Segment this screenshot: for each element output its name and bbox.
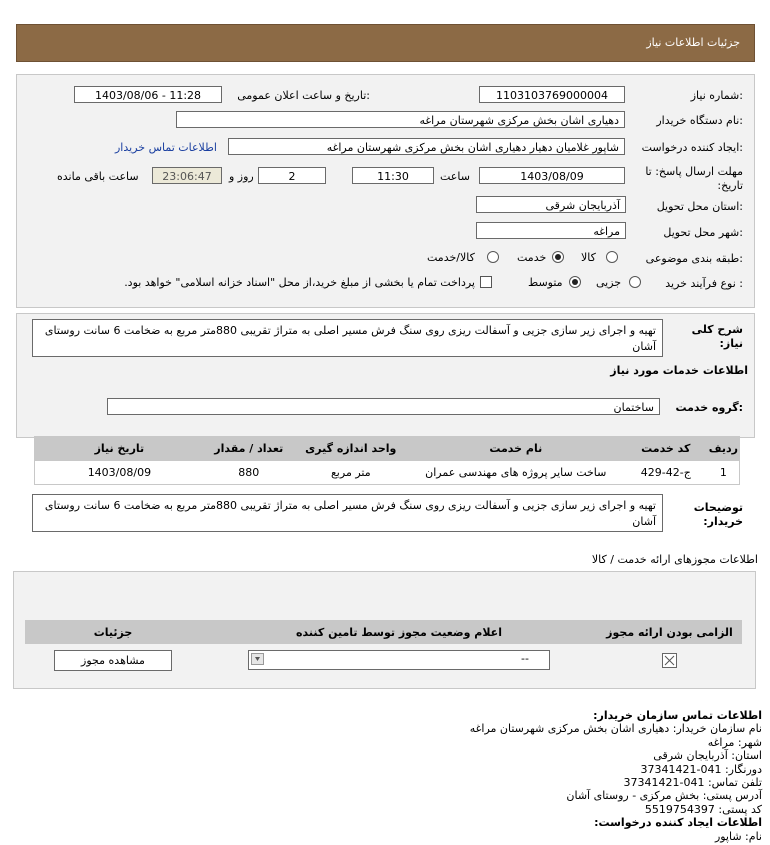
cell-name: ساخت سایر پروژه های مهندسی عمران — [408, 461, 624, 485]
days-field: 2 — [258, 167, 326, 184]
col-qty: تعداد / مقدار — [204, 437, 294, 461]
creator-title: اطلاعات ایجاد کننده درخواست: — [594, 816, 762, 830]
summary-text: تهیه و اجرای زیر سازی جزیی و آسفالت ریزی روی سنگ فرش مسیر اصلی به متراژ تقریبی 880متر مربع به ضخامت 6 سانت روستای آشان — [32, 319, 663, 357]
page-title: جزئیات اطلاعات نیاز — [646, 36, 740, 49]
process-radio-minor[interactable] — [629, 276, 641, 288]
days-label: روز و — [229, 170, 254, 183]
contact-postal: کد پستی: 5519754397 — [644, 802, 762, 816]
creator-field: شاپور غلامیان دهیار دهیاری اشان بخش مرکزی شهرستان مراغه — [228, 138, 625, 155]
category-radio-goods[interactable] — [606, 251, 618, 263]
city-field: مراغه — [476, 222, 626, 239]
announce-label: تاریخ و ساعت اعلان عمومی: — [237, 89, 370, 102]
buyer-notes-label: توضیحات خریدار: — [693, 501, 743, 528]
page-header — [16, 24, 755, 62]
cell-qty: 880 — [204, 461, 294, 485]
category-option-both: کالا/خدمت — [427, 251, 475, 264]
permit-required-checkbox — [662, 653, 677, 668]
service-group-label: گروه خدمت: — [675, 401, 743, 414]
buyer-org-field: دهیاری اشان بخش مرکزی شهرستان مراغه — [176, 111, 625, 128]
permit-status-select[interactable] — [248, 650, 550, 670]
col-code: کد خدمت — [624, 437, 708, 461]
category-radio-both[interactable] — [487, 251, 499, 263]
permits-section-title: اطلاعات مجوزهای ارائه خدمت / کالا — [591, 553, 758, 566]
table-row — [25, 644, 742, 676]
col-unit: واحد اندازه گیری — [294, 437, 408, 461]
view-permit-button[interactable]: مشاهده مجوز — [54, 650, 172, 671]
need-number-label: شماره نیاز: — [690, 89, 743, 102]
category-option-service: خدمت — [517, 251, 547, 264]
contact-address: آدرس پستی: بخش مرکزی - روستای آشان — [566, 789, 762, 803]
process-radio-medium[interactable] — [569, 276, 581, 288]
dropdown-arrow-icon[interactable] — [251, 653, 264, 665]
deadline-date-field: 1403/08/09 — [479, 167, 625, 184]
col-row: ردیف — [708, 437, 740, 461]
cross-icon — [663, 654, 676, 667]
time-label: ساعت — [440, 170, 470, 183]
buyer-notes-text: تهیه و اجرای زیر سازی جزیی و آسفالت ریزی روی سنگ فرش مسیر اصلی به متراژ تقریبی 880متر مربع به ضخامت 6 سانت روستای آشان — [32, 494, 663, 532]
contact-province: استان: آذربایجان شرقی — [653, 749, 762, 763]
cell-code: ج-42-429 — [624, 461, 708, 485]
services-section-title: اطلاعات خدمات مورد نیاز — [610, 364, 748, 377]
creator-label: ایجاد کننده درخواست: — [641, 141, 743, 154]
services-table — [34, 436, 740, 485]
permits-header-row — [25, 620, 742, 644]
col-permit-required: الزامی بودن ارائه مجوز — [597, 620, 742, 644]
buyer-org-label: نام دستگاه خریدار: — [656, 114, 743, 127]
category-label: طبقه بندی موضوعی: — [645, 252, 743, 265]
contact-city: شهر: مراغه — [707, 735, 762, 749]
province-label: استان محل تحویل: — [656, 200, 743, 213]
category-option-goods: کالا — [581, 251, 596, 264]
cell-date: 1403/08/09 — [35, 461, 204, 485]
permits-table — [25, 620, 742, 676]
cell-row: 1 — [708, 461, 740, 485]
treasury-checkbox[interactable] — [480, 276, 492, 288]
contact-fax: دورنگار: 041-37341421 — [640, 762, 762, 776]
deadline-label: مهلت ارسال پاسخ: تا تاریخ: — [645, 165, 743, 192]
col-permit-details: جزئیات — [25, 620, 201, 644]
contact-org: نام سازمان خریدار: دهیاری اشان بخش مرکزی شهرستان مراغه — [469, 722, 762, 736]
col-permit-status: اعلام وضعیت مجوز توسط تامین کننده — [201, 620, 597, 644]
process-option-minor: جزیی — [596, 276, 622, 289]
process-option-medium: متوسط — [528, 276, 563, 289]
col-date: تاریخ نیاز — [35, 437, 204, 461]
contact-phone: تلفن تماس: 041-37341421 — [623, 776, 762, 790]
city-label: شهر محل تحویل: — [663, 226, 743, 239]
remaining-label: ساعت باقی مانده — [57, 170, 139, 183]
contact-section — [470, 709, 762, 843]
deadline-time-field: 11:30 — [352, 167, 434, 184]
province-field: آذربایجان شرقی — [476, 196, 626, 213]
treasury-text: پرداخت تمام یا بخشی از مبلغ خرید،از محل "اسناد خزانه اسلامی" خواهد بود. — [124, 276, 475, 289]
cell-unit: متر مربع — [294, 461, 408, 485]
summary-label: شرح کلی نیاز: — [691, 323, 743, 350]
table-row — [35, 461, 740, 485]
service-group-field: ساختمان — [107, 398, 660, 415]
creator-name: نام: شاپور — [714, 829, 762, 843]
buyer-contact-link[interactable]: اطلاعات تماس خریدار — [115, 141, 217, 154]
remaining-time-field: 23:06:47 — [152, 167, 222, 184]
process-label: نوع فرآیند خرید : — [665, 277, 743, 290]
services-header-row — [35, 437, 740, 461]
permit-status-value: -- — [521, 652, 529, 665]
col-name: نام خدمت — [408, 437, 624, 461]
announce-field: 1403/08/06 - 11:28 — [74, 86, 222, 103]
contact-title: اطلاعات تماس سازمان خریدار: — [593, 709, 762, 722]
category-radio-service[interactable] — [552, 251, 564, 263]
need-number-field: 1103103769000004 — [479, 86, 625, 103]
